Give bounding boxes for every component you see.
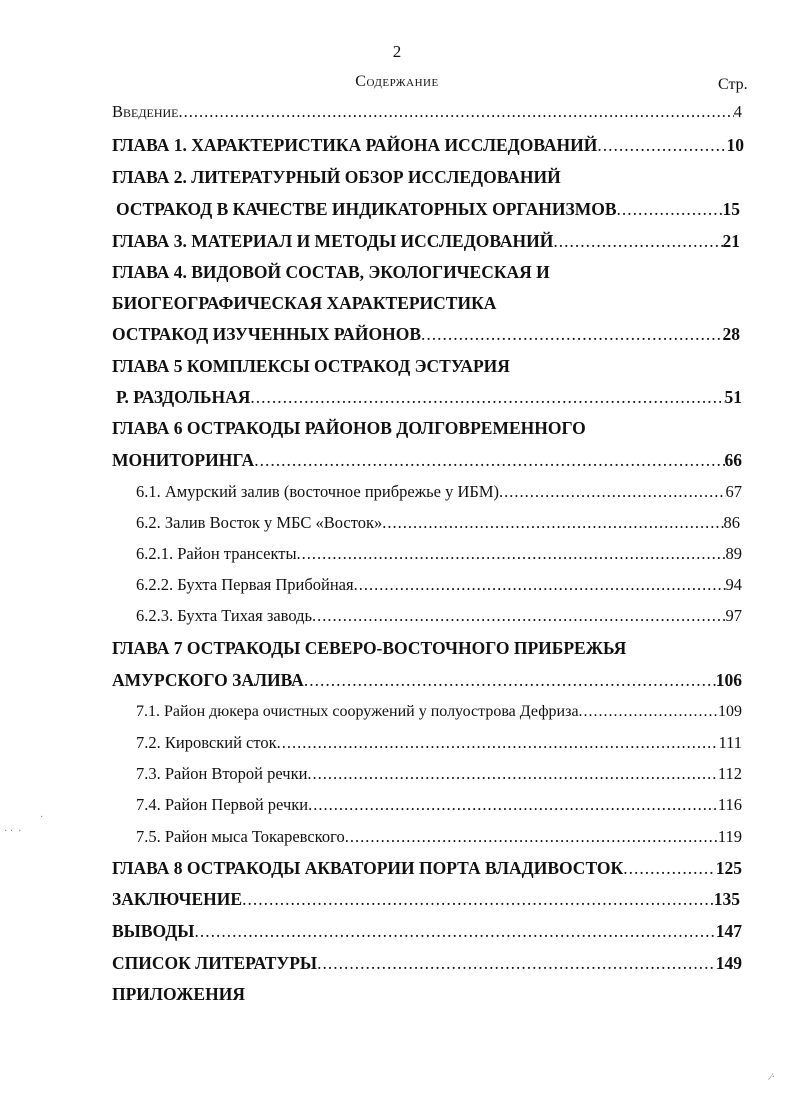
toc-entry-label: ГЛАВА 8 ОСТРАКОДЫ АКВАТОРИИ ПОРТА ВЛАДИВОСТОК (112, 858, 624, 878)
toc-entry-page: 89 (725, 544, 742, 563)
toc-entry-chapter-1[interactable] (112, 130, 744, 160)
toc-entry-chapter-2-line-1[interactable] (112, 162, 744, 192)
toc-entry-label: ЗАКЛЮЧЕНИЕ (112, 889, 243, 909)
toc-entry-label: 6.2.2. Бухта Первая Прибойная (136, 575, 354, 594)
leader-dots (179, 97, 734, 127)
toc-entry-label: 7.2. Кировский сток (136, 733, 277, 752)
toc-entry-page: 147 (715, 921, 742, 941)
toc-entry-section-7-2[interactable] (136, 728, 742, 758)
toc-entry-section-6-2-2[interactable] (136, 570, 742, 600)
toc-entry-page: 94 (725, 575, 742, 594)
toc-entry-conclusion[interactable] (112, 884, 740, 914)
toc-entry-label: ГЛАВА 6 ОСТРАКОДЫ РАЙОНОВ ДОЛГОВРЕМЕННОГО (112, 418, 586, 438)
toc-entry-label: 7.1. Район дюкера очистных сооружений у полуострова Дефриза (136, 703, 579, 720)
toc-entry-page: 86 (723, 513, 740, 532)
toc-entry-page: 135 (713, 889, 740, 909)
scan-speck: ⁄· (770, 1072, 775, 1083)
toc-entry-page: 125 (715, 858, 742, 878)
toc-entry-page: 51 (724, 387, 742, 407)
toc-entry-section-6-2-3[interactable] (136, 601, 742, 631)
toc-entry-page: 66 (724, 450, 742, 470)
toc-entry-chapter-4-line-2[interactable] (112, 288, 744, 318)
scan-speck: · · · (4, 826, 22, 837)
leader-dots (499, 477, 725, 507)
toc-entry-chapter-7-line-1[interactable] (112, 633, 744, 663)
leader-dots (304, 665, 716, 695)
leader-dots (345, 822, 718, 852)
toc-entry-findings[interactable] (112, 916, 742, 946)
leader-dots (195, 916, 716, 946)
leader-dots (623, 853, 716, 883)
leader-dots (242, 884, 714, 914)
toc-entry-page: 28 (722, 324, 740, 344)
toc-entry-label: ГЛАВА 7 ОСТРАКОДЫ СЕВЕРО-ВОСТОЧНОГО ПРИБРЕЖЬЯ (112, 638, 627, 658)
leader-dots (617, 194, 723, 224)
toc-entry-chapter-2-line-2[interactable] (116, 194, 740, 224)
leader-dots (317, 948, 716, 978)
toc-entry-page: 112 (717, 764, 742, 783)
toc-entry-label: 6.1. Амурский залив (восточное прибрежье у ИБМ) (136, 482, 500, 501)
page-number: 2 (392, 42, 402, 61)
toc-entry-section-7-1[interactable] (136, 697, 742, 727)
page-column-label: Стр. (718, 76, 748, 93)
toc-entry-page: 149 (715, 953, 742, 973)
toc-entry-section-6-1[interactable] (136, 477, 742, 507)
toc-entry-section-7-3[interactable] (136, 759, 742, 789)
leader-dots (421, 319, 722, 349)
toc-entry-section-6-2[interactable] (136, 508, 740, 538)
leader-dots (250, 382, 724, 412)
toc-entry-label: ВЫВОДЫ (112, 921, 195, 941)
toc-entry-label: ГЛАВА 2. ЛИТЕРАТУРНЫЙ ОБЗОР ИССЛЕДОВАНИЙ (112, 167, 561, 187)
leader-dots (254, 445, 724, 475)
toc-entry-page: 119 (717, 827, 742, 846)
toc-entry-section-7-5[interactable] (136, 822, 742, 852)
toc-entry-label: СПИСОК ЛИТЕРАТУРЫ (112, 953, 318, 973)
toc-entry-chapter-7-line-2[interactable] (112, 665, 742, 695)
leader-dots (382, 508, 723, 538)
scan-speck: · (40, 812, 44, 823)
toc-entry-page: 111 (718, 733, 742, 752)
toc-entry-label: 6.2.1. Район трансекты (136, 544, 297, 563)
toc-entry-label: 7.4. Район Первой речки (136, 795, 309, 814)
toc-entry-page: 15 (722, 199, 740, 219)
leader-dots (312, 601, 725, 631)
leader-dots (553, 226, 722, 256)
leader-dots (579, 697, 718, 727)
toc-entry-page: 97 (725, 606, 742, 625)
toc-entry-label: ГЛАВА 5 КОМПЛЕКСЫ ОСТРАКОД ЭСТУАРИЯ (112, 356, 510, 376)
toc-entry-section-7-4[interactable] (136, 790, 742, 820)
toc-entry-page: 116 (717, 795, 742, 814)
toc-entry-chapter-5-line-1[interactable] (112, 351, 744, 381)
toc-entry-label: ПРИЛОЖЕНИЯ (112, 984, 245, 1004)
toc-entry-chapter-4-line-1[interactable] (112, 257, 744, 287)
toc-entry-label: Р. РАЗДОЛЬНАЯ (116, 387, 251, 407)
toc-entry-label: АМУРСКОГО ЗАЛИВА (112, 670, 304, 690)
toc-entry-label: ГЛАВА 3. МАТЕРИАЛ И МЕТОДЫ ИССЛЕДОВАНИЙ (112, 231, 554, 251)
toc-entry-chapter-8[interactable] (112, 853, 742, 883)
toc-entry-label: Введение (112, 102, 179, 121)
toc-entry-page: 109 (718, 703, 742, 720)
toc-entry-page: 4 (733, 102, 742, 121)
toc-entry-label: ОСТРАКОД ИЗУЧЕННЫХ РАЙОНОВ (112, 324, 422, 344)
toc-entry-chapter-3[interactable] (112, 226, 740, 256)
toc-title: Содержание (355, 73, 439, 90)
toc-entry-label: 7.3. Район Второй речки (136, 764, 308, 783)
leader-dots (277, 728, 719, 758)
leader-dots (297, 539, 726, 569)
toc-entry-page: 67 (725, 482, 742, 501)
toc-entry-appendices[interactable] (112, 979, 744, 1009)
toc-entry-label: ГЛАВА 1. ХАРАКТЕРИСТИКА РАЙОНА ИССЛЕДОВАНИЙ (112, 135, 598, 155)
leader-dots (354, 570, 726, 600)
leader-dots (307, 759, 717, 789)
toc-entry-chapter-6-line-2[interactable] (112, 445, 742, 475)
toc-entry-label: 7.5. Район мыса Токаревского (136, 827, 345, 846)
toc-entry-label: ОСТРАКОД В КАЧЕСТВЕ ИНДИКАТОРНЫХ ОРГАНИЗМОВ (116, 199, 617, 219)
toc-entry-introduction[interactable] (112, 97, 742, 127)
leader-dots (597, 130, 726, 160)
toc-entry-page: 21 (722, 231, 740, 251)
toc-entry-section-6-2-1[interactable] (136, 539, 742, 569)
toc-entry-label: 6.2.3. Бухта Тихая заводь (136, 606, 313, 625)
leader-dots (308, 790, 718, 820)
toc-entry-label: МОНИТОРИНГА (112, 450, 255, 470)
toc-entry-chapter-6-line-1[interactable] (112, 413, 744, 443)
toc-entry-page: 10 (726, 135, 744, 155)
toc-entry-references[interactable] (112, 948, 742, 978)
toc-entry-chapter-5-line-2[interactable] (116, 382, 742, 412)
toc-entry-label: 6.2. Залив Восток у МБС «Восток» (136, 513, 383, 532)
toc-entry-chapter-4-line-3[interactable] (112, 319, 740, 349)
toc-entry-label: БИОГЕОГРАФИЧЕСКАЯ ХАРАКТЕРИСТИКА (112, 293, 497, 313)
toc-entry-label: ГЛАВА 4. ВИДОВОЙ СОСТАВ, ЭКОЛОГИЧЕСКАЯ И (112, 262, 550, 282)
toc-entry-page: 106 (715, 670, 742, 690)
